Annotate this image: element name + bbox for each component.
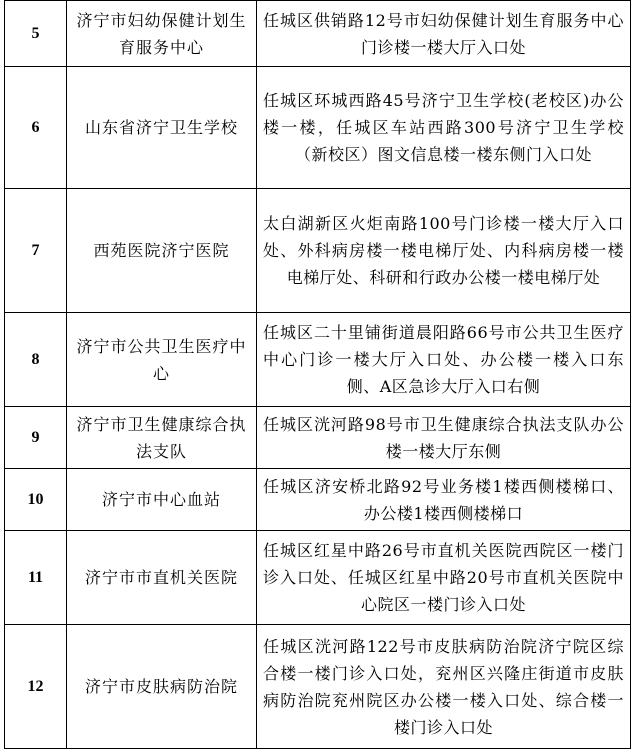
institution-name: 济宁市公共卫生医疗中心 [67, 313, 257, 407]
institution-name: 山东省济宁卫生学校 [67, 67, 257, 189]
location-address: 任城区二十里铺街道晨阳路66号市公共卫生医疗中心门诊一楼大厅入口处、办公楼一楼入口东侧、A区急诊大厅入口右侧 [257, 313, 631, 407]
row-number: 9 [5, 407, 67, 469]
table-row [5, 1, 631, 67]
location-address: 任城区济安桥北路92号业务楼1楼西侧楼梯口、办公楼1楼西侧楼梯口 [257, 469, 631, 531]
row-number: 11 [5, 531, 67, 625]
institution-name: 济宁市皮肤病防治院 [67, 625, 257, 749]
institution-name: 济宁市市直机关医院 [67, 531, 257, 625]
locations-table [4, 0, 631, 749]
table-row [5, 189, 631, 313]
row-number: 5 [5, 1, 67, 67]
table-row [5, 625, 631, 749]
row-number: 10 [5, 469, 67, 531]
location-address: 太白湖新区火炬南路100号门诊楼一楼大厅入口处、外科病房楼一楼电梯厅处、内科病房楼一楼电梯厅处、科研和行政办公楼一楼电梯厅处 [257, 189, 631, 313]
institution-name: 西苑医院济宁医院 [67, 189, 257, 313]
location-address: 任城区环城西路45号济宁卫生学校(老校区)办公楼一楼，任城区车站西路300号济宁卫生学校（新校区）图文信息楼一楼东侧门入口处 [257, 67, 631, 189]
institution-name: 济宁市妇幼保健计划生育服务中心 [67, 1, 257, 67]
institution-name: 济宁市卫生健康综合执法支队 [67, 407, 257, 469]
table-row [5, 469, 631, 531]
table-row [5, 407, 631, 469]
institution-name: 济宁市中心血站 [67, 469, 257, 531]
location-address: 任城区洸河路98号市卫生健康综合执法支队办公楼一楼大厅东侧 [257, 407, 631, 469]
row-number: 8 [5, 313, 67, 407]
table-row [5, 313, 631, 407]
row-number: 7 [5, 189, 67, 313]
table-row [5, 67, 631, 189]
location-address: 任城区洸河路122号市皮肤病防治院济宁院区综合楼一楼门诊入口处，兖州区兴隆庄街道市皮肤病防治院兖州院区办公楼一楼入口处、综合楼一楼门诊入口处 [257, 625, 631, 749]
table-row [5, 531, 631, 625]
row-number: 6 [5, 67, 67, 189]
location-address: 任城区供销路12号市妇幼保健计划生育服务中心门诊楼一楼大厅入口处 [257, 1, 631, 67]
row-number: 12 [5, 625, 67, 749]
location-address: 任城区红星中路26号市直机关医院西院区一楼门诊入口处、任城区红星中路20号市直机关医院中心院区一楼门诊入口处 [257, 531, 631, 625]
